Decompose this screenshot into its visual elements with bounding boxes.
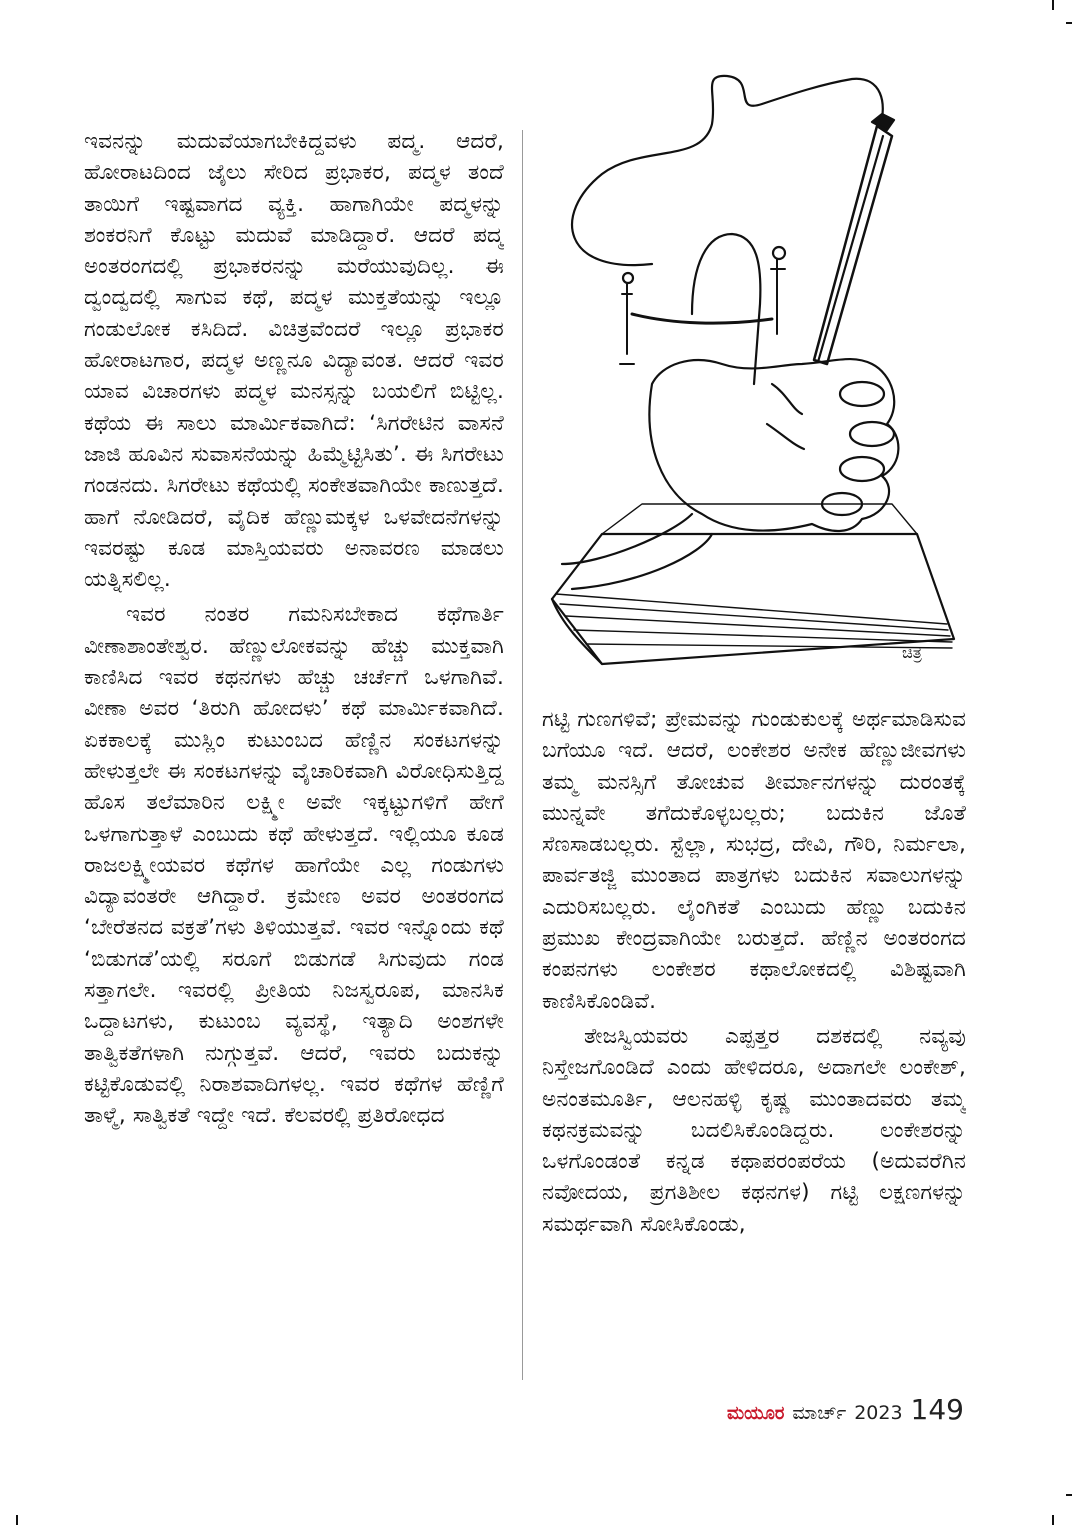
- column-divider: [522, 130, 523, 1380]
- issue-year: 2023: [854, 1402, 903, 1424]
- article-right-column: [542, 704, 966, 1386]
- paragraph: ಇವರ ನಂತರ ಗಮನಿಸಬೇಕಾದ ಕಥೆಗಾರ್ತಿ ವೀಣಾಶಾಂತೇಶ್ವರ. ಹೆಣ್ಣುಲೋಕವನ್ನು ಹೆಚ್ಚು ಮುಕ್ತವಾಗಿ ಕಾಣಿಸಿದ ಇವರ ಕಥನಗಳು ಹೆಚ್ಚು ಚರ್ಚೆಗೆ ಒಳಗಾಗಿವೆ. ವೀಣಾ ಅವರ ‘ತಿರುಗಿ ಹೋದಳು’ ಕಥೆ ಮಾರ್ಮಿಕವಾಗಿದೆ. ಏಕಕಾಲಕ್ಕೆ ಮುಸ್ಲಿಂ ಕುಟುಂಬದ ಹೆಣ್ಣಿನ ಸಂಕಟಗಳನ್ನು ಹೇಳುತ್ತಲೇ ಈ ಸಂಕಟಗಳನ್ನು ವೈಚಾರಿಕವಾಗಿ ವಿರೋಧಿಸುತ್ತಿದ್ದ ಹೊಸ ತಲೆಮಾರಿನ ಲಕ್ಷ್ಮೀ ಅವೇ ಇಕ್ಕಟ್ಟುಗಳಿಗೆ ಹೇಗೆ ಒಳಗಾಗುತ್ತಾಳೆ ಎಂಬುದು ಕಥೆ ಹೇಳುತ್ತದೆ. ಇಲ್ಲಿಯೂ ಕೂಡ ರಾಜಲಕ್ಷ್ಮೀಯವರ ಕಥೆಗಳ ಹಾಗೆಯೇ ಎಲ್ಲ ಗಂಡುಗಳು ವಿದ್ಯಾವಂತರೇ ಆಗಿದ್ದಾರೆ. ಕ್ರಮೇಣ ಅವರ ಅಂತರಂಗದ ‘ಬೇರೆತನದ ವಕ್ರತೆ’ಗಳು ತಿಳಿಯುತ್ತವೆ. ಇವರ ಇನ್ನೊಂದು ಕಥೆ ‘ಬಿಡುಗಡೆ’ಯಲ್ಲಿ ಸರೂಗೆ ಬಿಡುಗಡೆ ಸಿಗುವುದು ಗಂಡ ಸತ್ತಾಗಲೇ. ಇವರಲ್ಲಿ ಪ್ರೀತಿಯ ನಿಜಸ್ವರೂಪ, ಮಾನಸಿಕ ಒದ್ದಾಟಗಳು, ಕುಟುಂಬ ವ್ಯವಸ್ಥೆ, ಇತ್ಯಾದಿ ಅಂಶಗಳೇ ತಾತ್ವಿಕತೆಗಳಾಗಿ ನುಗ್ಗುತ್ತವೆ. ಆದರೆ, ಇವರು ಬದುಕನ್ನು ಕಟ್ಟಿಕೊಡುವಲ್ಲಿ ನಿರಾಶವಾದಿಗಳಲ್ಲ. ಇವರ ಕಥೆಗಳ ಹೆಣ್ಣಿಗೆ ತಾಳ್ಮೆ, ಸಾತ್ವಿಕತೆ ಇದ್ದೇ ಇದೆ. ಕೆಲವರಲ್ಲಿ ಪ್ರತಿರೋಧದ: [84, 602, 504, 1129]
- crop-mark: [1052, 1515, 1054, 1525]
- crop-mark: [1066, 22, 1072, 24]
- page-number: 149: [910, 1393, 964, 1426]
- issue-month: ಮಾರ್ಚ್: [792, 1402, 847, 1424]
- illustrator-signature: ಚಿತ್ರ: [902, 643, 922, 662]
- paragraph: ತೇಜಸ್ವಿಯವರು ಎಪ್ಪತ್ತರ ದಶಕದಲ್ಲಿ ನವ್ಯವು ನಿಸ್ತೇಜಗೊಂಡಿದೆ ಎಂದು ಹೇಳಿದರೂ, ಅದಾಗಲೇ ಲಂಕೇಶ್, ಅನಂತಮೂರ್ತಿ, ಆಲನಹಳ್ಳಿ ಕೃಷ್ಣ ಮುಂತಾದವರು ತಮ್ಮ ಕಥನಕ್ರಮವನ್ನು ಬದಲಿಸಿಕೊಂಡಿದ್ದರು. ಲಂಕೇಶರನ್ನು ಒಳಗೊಂಡಂತೆ ಕನ್ನಡ ಕಥಾಪರಂಪರೆಯ (ಅದುವರೆಗಿನ ನವೋದಯ, ಪ್ರಗತಿಶೀಲ ಕಥನಗಳ) ಗಟ್ಟಿ ಲಕ್ಷಣಗಳನ್ನು ಸಮರ್ಥವಾಗಿ ಸೋಸಿಕೊಂಡು,: [542, 1023, 966, 1237]
- crop-mark: [1066, 1494, 1072, 1496]
- crop-mark: [16, 1515, 18, 1525]
- magazine-brand: ಮಯೂರ: [727, 1403, 785, 1424]
- crop-mark: [1052, 0, 1054, 10]
- paragraph: ಗಟ್ಟಿ ಗುಣಗಳಿವೆ; ಪ್ರೇಮವನ್ನು ಗುಂಡುಕುಲಕ್ಕೆ ಅರ್ಥಮಾಡಿಸುವ ಬಗೆಯೂ ಇದೆ. ಆದರೆ, ಲಂಕೇಶರ ಅನೇಕ ಹೆಣ್ಣುಜೀವಗಳು ತಮ್ಮ ಮನಸ್ಸಿಗೆ ತೋಚುವ ತೀರ್ಮಾನಗಳನ್ನು ದುರಂತಕ್ಕೆ ಮುನ್ನವೇ ತಗೆದುಕೊಳ್ಳಬಲ್ಲರು; ಬದುಕಿನ ಜೊತೆ ಸೆಣಸಾಡಬಲ್ಲರು. ಸ್ಟೆಲ್ಲಾ, ಸುಭದ್ರ, ದೇವಿ, ಗೌರಿ, ನಿರ್ಮಲಾ, ಪಾರ್ವತಜ್ಜಿ ಮುಂತಾದ ಪಾತ್ರಗಳು ಬದುಕಿನ ಸವಾಲುಗಳನ್ನು ಎದುರಿಸಬಲ್ಲರು. ಲೈಂಗಿಕತೆ ಎಂಬುದು ಹೆಣ್ಣು ಬದುಕಿನ ಪ್ರಮುಖ ಕೇಂದ್ರವಾಗಿಯೇ ಬರುತ್ತದೆ. ಹೆಣ್ಣಿನ ಅಂತರಂಗದ ಕಂಪನಗಳು ಲಂಕೇಶರ ಕಥಾಲೋಕದಲ್ಲಿ ವಿಶಿಷ್ಟವಾಗಿ ಕಾಣಿಸಿಕೊಂಡಿವೆ.: [542, 707, 966, 1014]
- hand-with-pen-illustration: [542, 64, 968, 670]
- article-left-column: [84, 126, 504, 1386]
- page-footer: [727, 1393, 964, 1427]
- paragraph: ಇವನನ್ನು ಮದುವೆಯಾಗಬೇಕಿದ್ದವಳು ಪದ್ಮ. ಆದರೆ, ಹೋರಾಟದಿಂದ ಜೈಲು ಸೇರಿದ ಪ್ರಭಾಕರ, ಪದ್ಮಳ ತಂದೆ ತಾಯಿಗೆ ಇಷ್ಟವಾಗದ ವ್ಯಕ್ತಿ. ಹಾಗಾಗಿಯೇ ಪದ್ಮಳನ್ನು ಶಂಕರನಿಗೆ ಕೊಟ್ಟು ಮದುವೆ ಮಾಡಿದ್ದಾರೆ. ಆದರೆ ಪದ್ಮ ಅಂತರಂಗದಲ್ಲಿ ಪ್ರಭಾಕರನನ್ನು ಮರೆಯುವುದಿಲ್ಲ. ಈ ದ್ವಂದ್ವದಲ್ಲಿ ಸಾಗುವ ಕಥೆ, ಪದ್ಮಳ ಮುಕ್ತತೆಯನ್ನು ಇಲ್ಲೂ ಗಂಡುಲೋಕ ಕಸಿದಿದೆ. ವಿಚಿತ್ರವೆಂದರೆ ಇಲ್ಲೂ ಪ್ರಭಾಕರ ಹೋರಾಟಗಾರ, ಪದ್ಮಳ ಅಣ್ಣನೂ ವಿದ್ಯಾವಂತ. ಆದರೆ ಇವರ ಯಾವ ವಿಚಾರಗಳು ಪದ್ಮಳ ಮನಸ್ಸನ್ನು ಬಯಲಿಗೆ ಬಿಟ್ಟಿಲ್ಲ. ಕಥೆಯ ಈ ಸಾಲು ಮಾರ್ಮಿಕವಾಗಿದೆ: ‘ಸಿಗರೇಟಿನ ವಾಸನೆ ಜಾಜಿ ಹೂವಿನ ಸುವಾಸನೆಯನ್ನು ಹಿಮ್ಮೆಟ್ಟಿಸಿತು’. ಈ ಸಿಗರೇಟು ಗಂಡನದು. ಸಿಗರೇಟು ಕಥೆಯಲ್ಲಿ ಸಂಕೇತವಾಗಿಯೇ ಕಾಣುತ್ತದೆ. ಹಾಗೆ ನೋಡಿದರೆ, ವೈದಿಕ ಹೆಣ್ಣುಮಕ್ಕಳ ಒಳವೇದನೆಗಳನ್ನು ಇವರಷ್ಟು ಕೂಡ ಮಾಸ್ತಿಯವರು ಅನಾವರಣ ಮಾಡಲು ಯತ್ನಿಸಲಿಲ್ಲ.: [84, 129, 504, 593]
